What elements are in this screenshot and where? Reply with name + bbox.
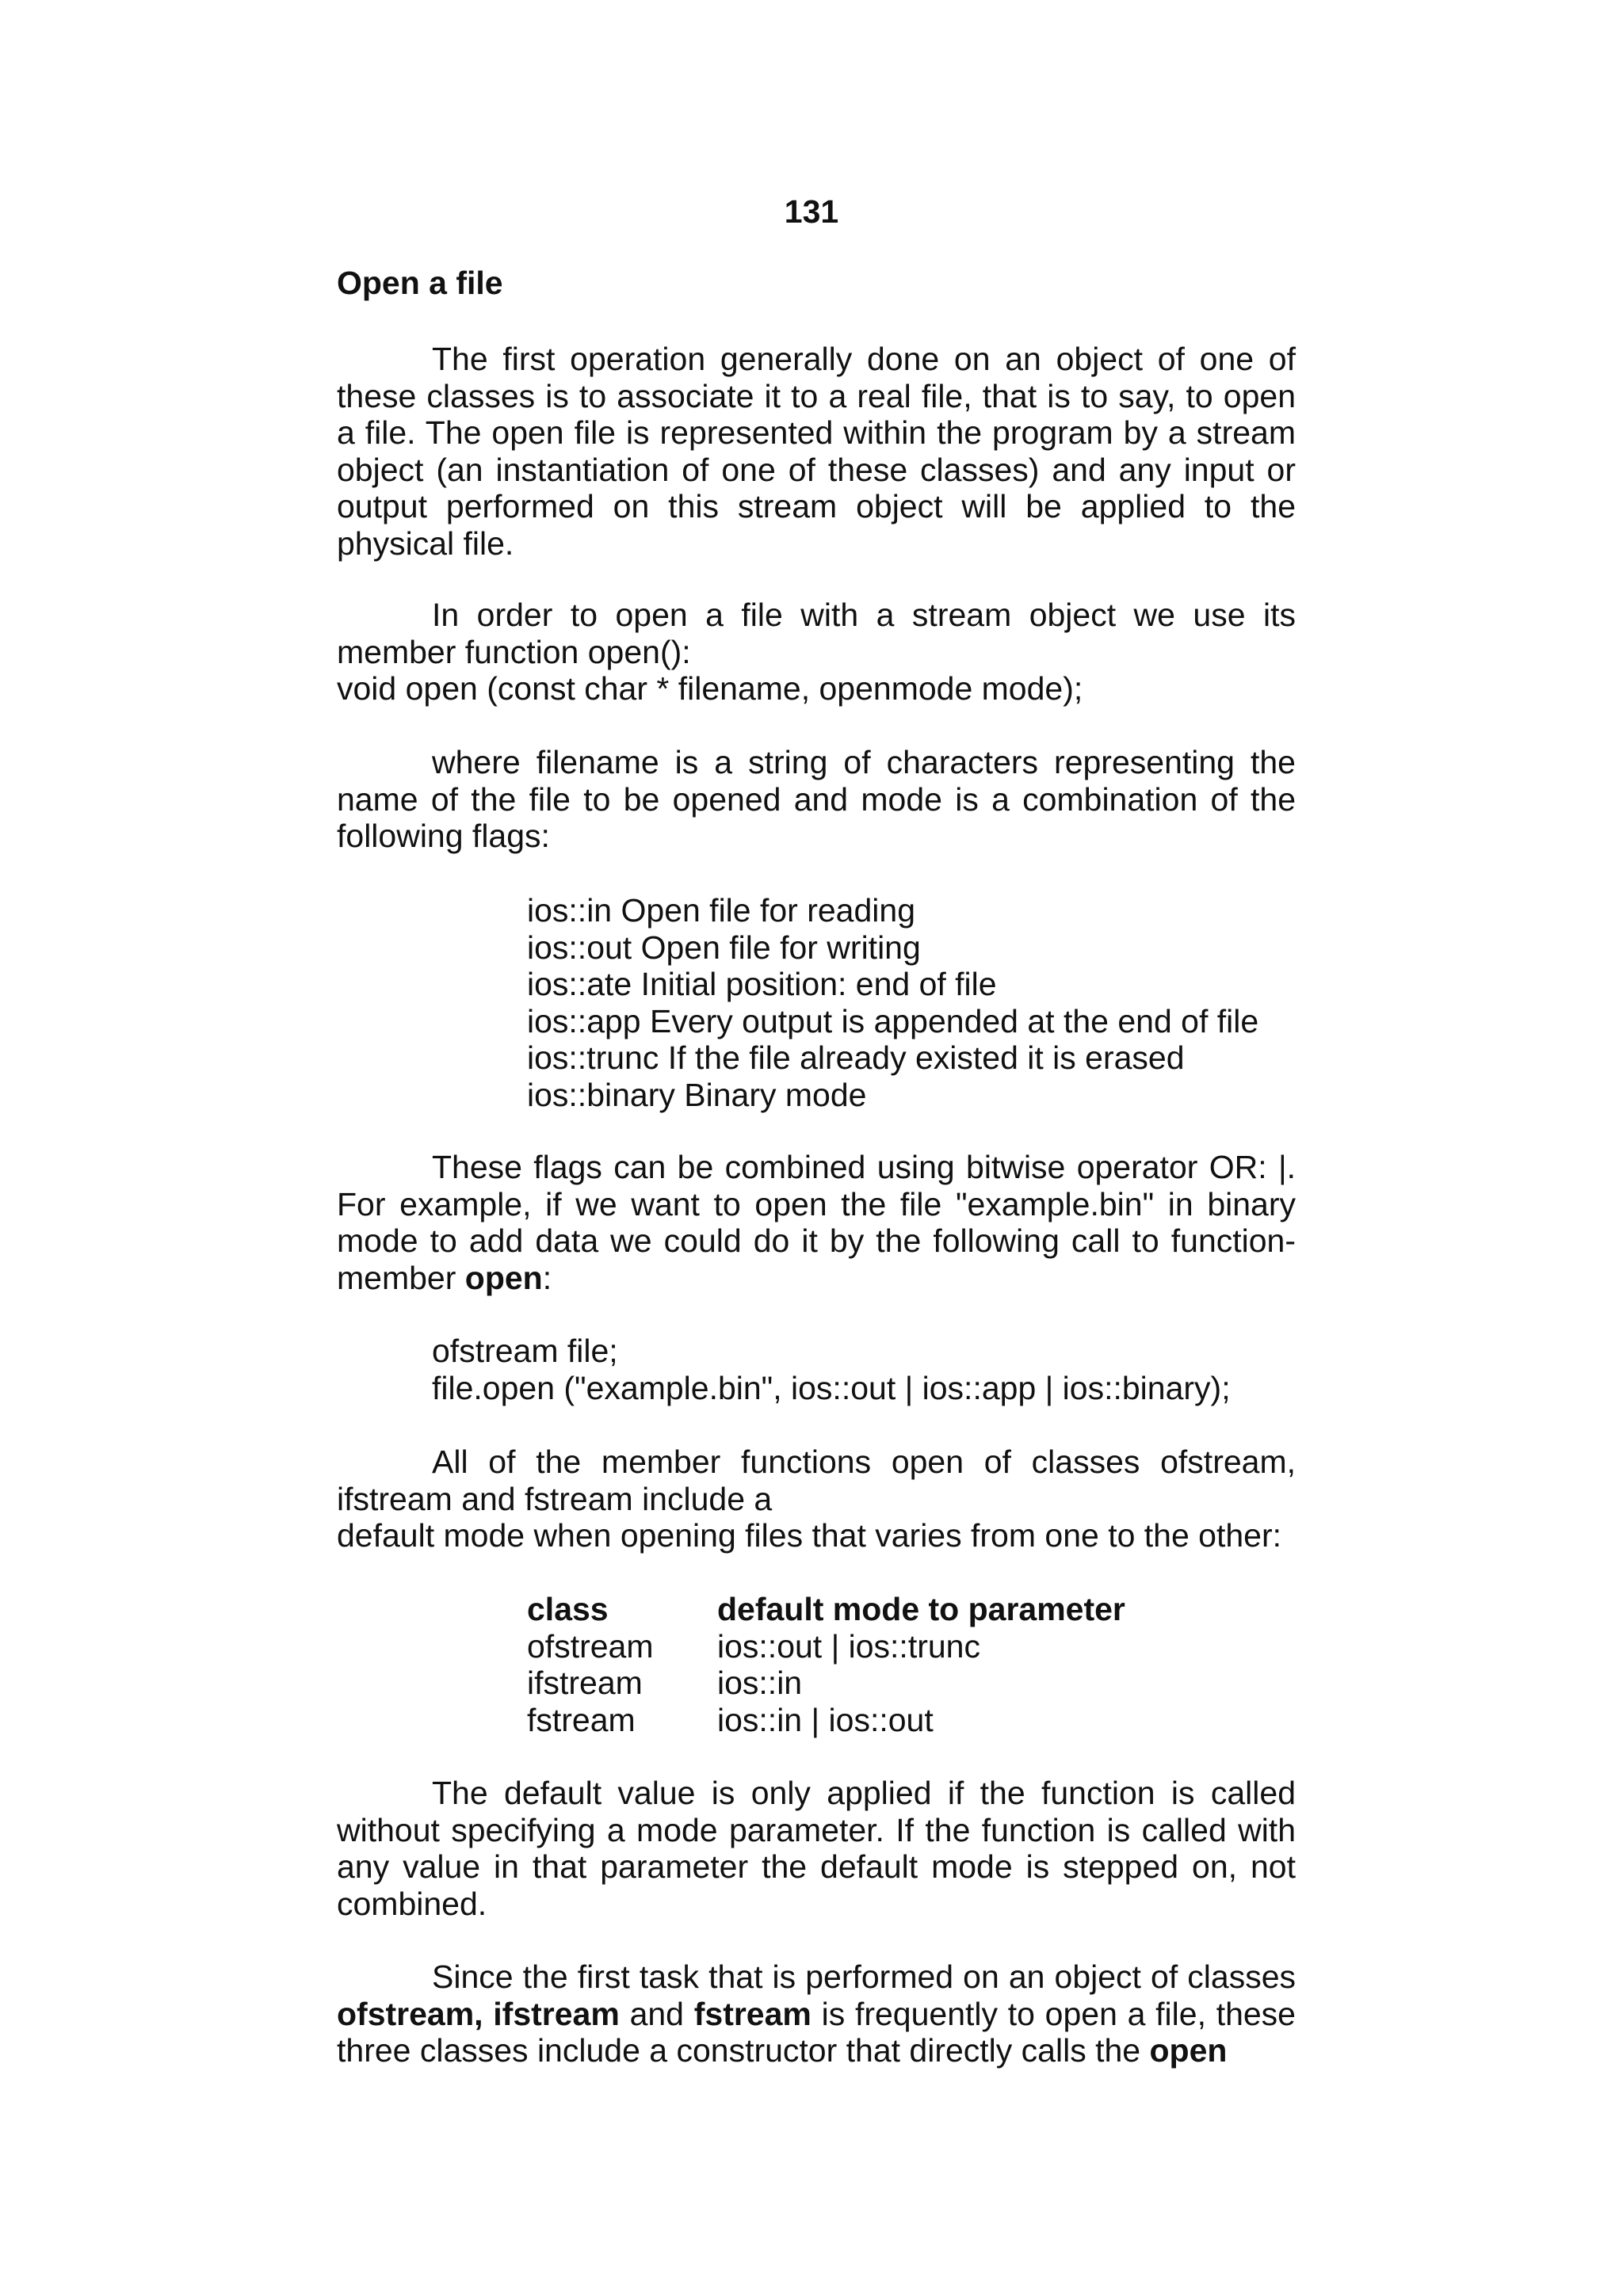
open-bold: open: [1149, 2032, 1228, 2069]
flag-item: ios::app Every output is appended at the end of file: [527, 1002, 1259, 1039]
flag-item: ios::ate Initial position: end of file: [527, 966, 997, 1002]
constructor-text-3: is frequently to open a file, these three classes include a constructor that directly calls the: [337, 1995, 1296, 2069]
table-cell: ios::in | ios::out: [717, 1701, 934, 1738]
table-cell: ios::in: [717, 1665, 803, 1701]
flag-item: ios::out Open file for writing: [527, 929, 921, 966]
paragraph-filename-mode: where filename is a string of characters representing the name of the file to be opened and mode is a combination of the following flags:: [337, 744, 1296, 854]
constructor-text-1: Since the first task that is performed on an object of classes: [432, 1958, 1296, 1995]
paragraph-constructor: [337, 1958, 1296, 2069]
table-row: [527, 1702, 1125, 1739]
open-keyword: open: [464, 1259, 543, 1296]
table-header-cell: default mode to parameter: [717, 1591, 1125, 1627]
combine-flags-text: These flags can be combined using bitwise operator OR: |. For example, if we want to open the file "example.bin" in binary mode to add data we could do it by the following call to function-member: [337, 1149, 1296, 1296]
table-cell: ofstream: [527, 1627, 654, 1665]
open-signature: void open (const char * filename, openmode mode);: [337, 670, 1083, 707]
default-mode-line1: All of the member functions open of classes ofstream, ifstream and fstream include a: [337, 1444, 1296, 1517]
flags-list: [527, 892, 1258, 1113]
flag-item: ios::binary Binary mode: [527, 1076, 867, 1113]
code-line: file.open ("example.bin", ios::out | ios::app | ios::binary);: [432, 1369, 1231, 1406]
code-example: [432, 1333, 1231, 1406]
table-row: [527, 1665, 1125, 1702]
code-line: ofstream file;: [432, 1333, 618, 1369]
paragraph-default-mode: [337, 1444, 1296, 1554]
flag-item: ios::in Open file for reading: [527, 892, 915, 929]
page-number: 131: [784, 193, 839, 230]
table-header-row: [527, 1591, 1125, 1628]
colon: :: [542, 1259, 552, 1296]
paragraph-default-value: The default value is only applied if the function is called without specifying a mode parameter. If the function is called with any value in that parameter the default mode is stepped on, not combined.: [337, 1775, 1296, 1922]
default-mode-table: [527, 1591, 1125, 1738]
flag-item: ios::trunc If the file already existed it is erased: [527, 1039, 1185, 1076]
constructor-text-2: and: [629, 1995, 684, 2032]
table-cell: ios::out | ios::trunc: [717, 1627, 980, 1665]
class-names-bold: ofstream, ifstream: [337, 1995, 620, 2032]
table-row: [527, 1628, 1125, 1665]
paragraph-combine-flags: [337, 1149, 1296, 1296]
paragraph-open-intro: The first operation generally done on an object of one of these classes is to associate it to a real file, that is to say, to open a file. The open file is represented within the program by a stream object (an instantiation of one of these classes) and any input or output performed on this stream object will be applied to the physical file.: [337, 341, 1296, 562]
table-cell: fstream: [527, 1701, 636, 1738]
default-mode-line2: default mode when opening files that varies from one to the other:: [337, 1517, 1282, 1554]
section-heading: Open a file: [337, 265, 503, 301]
paragraph-member-function: In order to open a file with a stream object we use its member function open():: [337, 597, 1296, 670]
table-header-cell: class: [527, 1591, 609, 1627]
fstream-bold: fstream: [693, 1995, 812, 2032]
table-cell: ifstream: [527, 1665, 643, 1701]
